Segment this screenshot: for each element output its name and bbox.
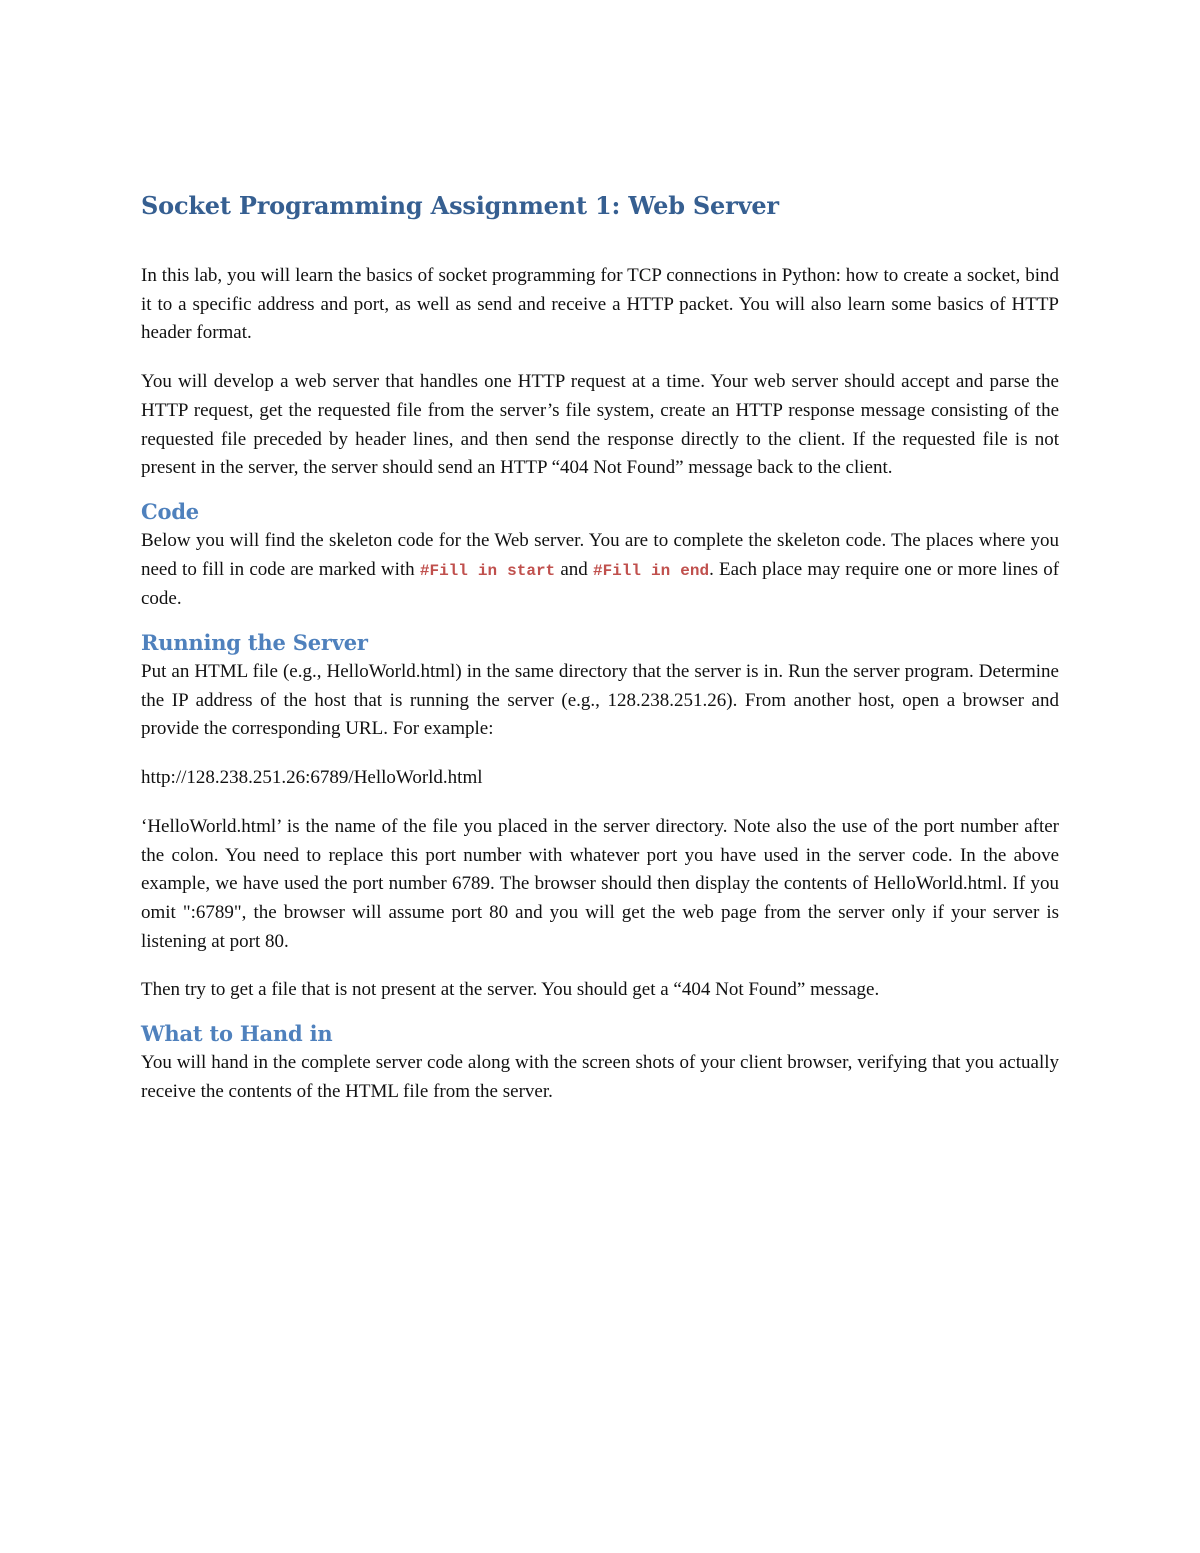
code-text-and: and [555,558,593,580]
document-title: Socket Programming Assignment 1: Web Server [141,191,779,220]
code-paragraph [141,527,1059,614]
fill-in-start-marker: #Fill in start [419,561,556,580]
running-paragraph-3: Then try to get a file that is not present at the server. You should get a “404 Not Found” message. [141,979,880,1001]
intro-paragraph-2: You will develop a web server that handles one HTTP request at a time. Your web server should accept and parse the HTTP request, get the requested file from the server’s file system, create an HTTP response message consisting of the requested file preceded by header lines, and then send the response directly to the client. If the requested file is not present in the server, the server should send an HTTP “404 Not Found” message back to the client. [141,371,1059,479]
running-heading: Running the Server [141,630,368,656]
running-paragraph-2: ‘HelloWorld.html’ is the name of the file you placed in the server directory. Note also the use of the port number after the colon. You need to replace this port number with whatever port you have used in the server code. In the above example, we have used the port number 6789. The browser should then display the contents of HelloWorld.html. If you omit ":6789", the browser will assume port 80 and you will get the web page from the server only if your server is listening at port 80. [141,815,1059,952]
example-url: http://128.238.251.26:6789/HelloWorld.html [141,767,483,789]
handin-heading: What to Hand in [141,1021,333,1047]
fill-in-end-marker: #Fill in end [592,561,710,580]
code-heading: Code [141,498,199,524]
code-text-before: Below you will find the skeleton code for the Web server. You are to complete the skeleton code. The places where you need to fill in code are marked with [141,529,1059,580]
handin-paragraph: You will hand in the complete server code along with the screen shots of your client browser, verifying that you actually receive the contents of the HTML file from the server. [141,1052,1059,1102]
running-paragraph-1: Put an HTML file (e.g., HelloWorld.html) in the same directory that the server is in. Run the server program. Determine the IP address of the host that is running the server (e.g., 128.238.251.26). From another host, open a browser and provide the corresponding URL. For example: [141,661,1059,740]
intro-paragraph-1: In this lab, you will learn the basics of socket programming for TCP connections in Python: how to create a socket, bind it to a specific address and port, as well as send and receive a HTTP packet. You will also learn some basics of HTTP header format. [141,265,1059,344]
code-text-after: . Each place may require one or more lines of code. [141,558,1060,610]
document-page [141,188,1059,1106]
